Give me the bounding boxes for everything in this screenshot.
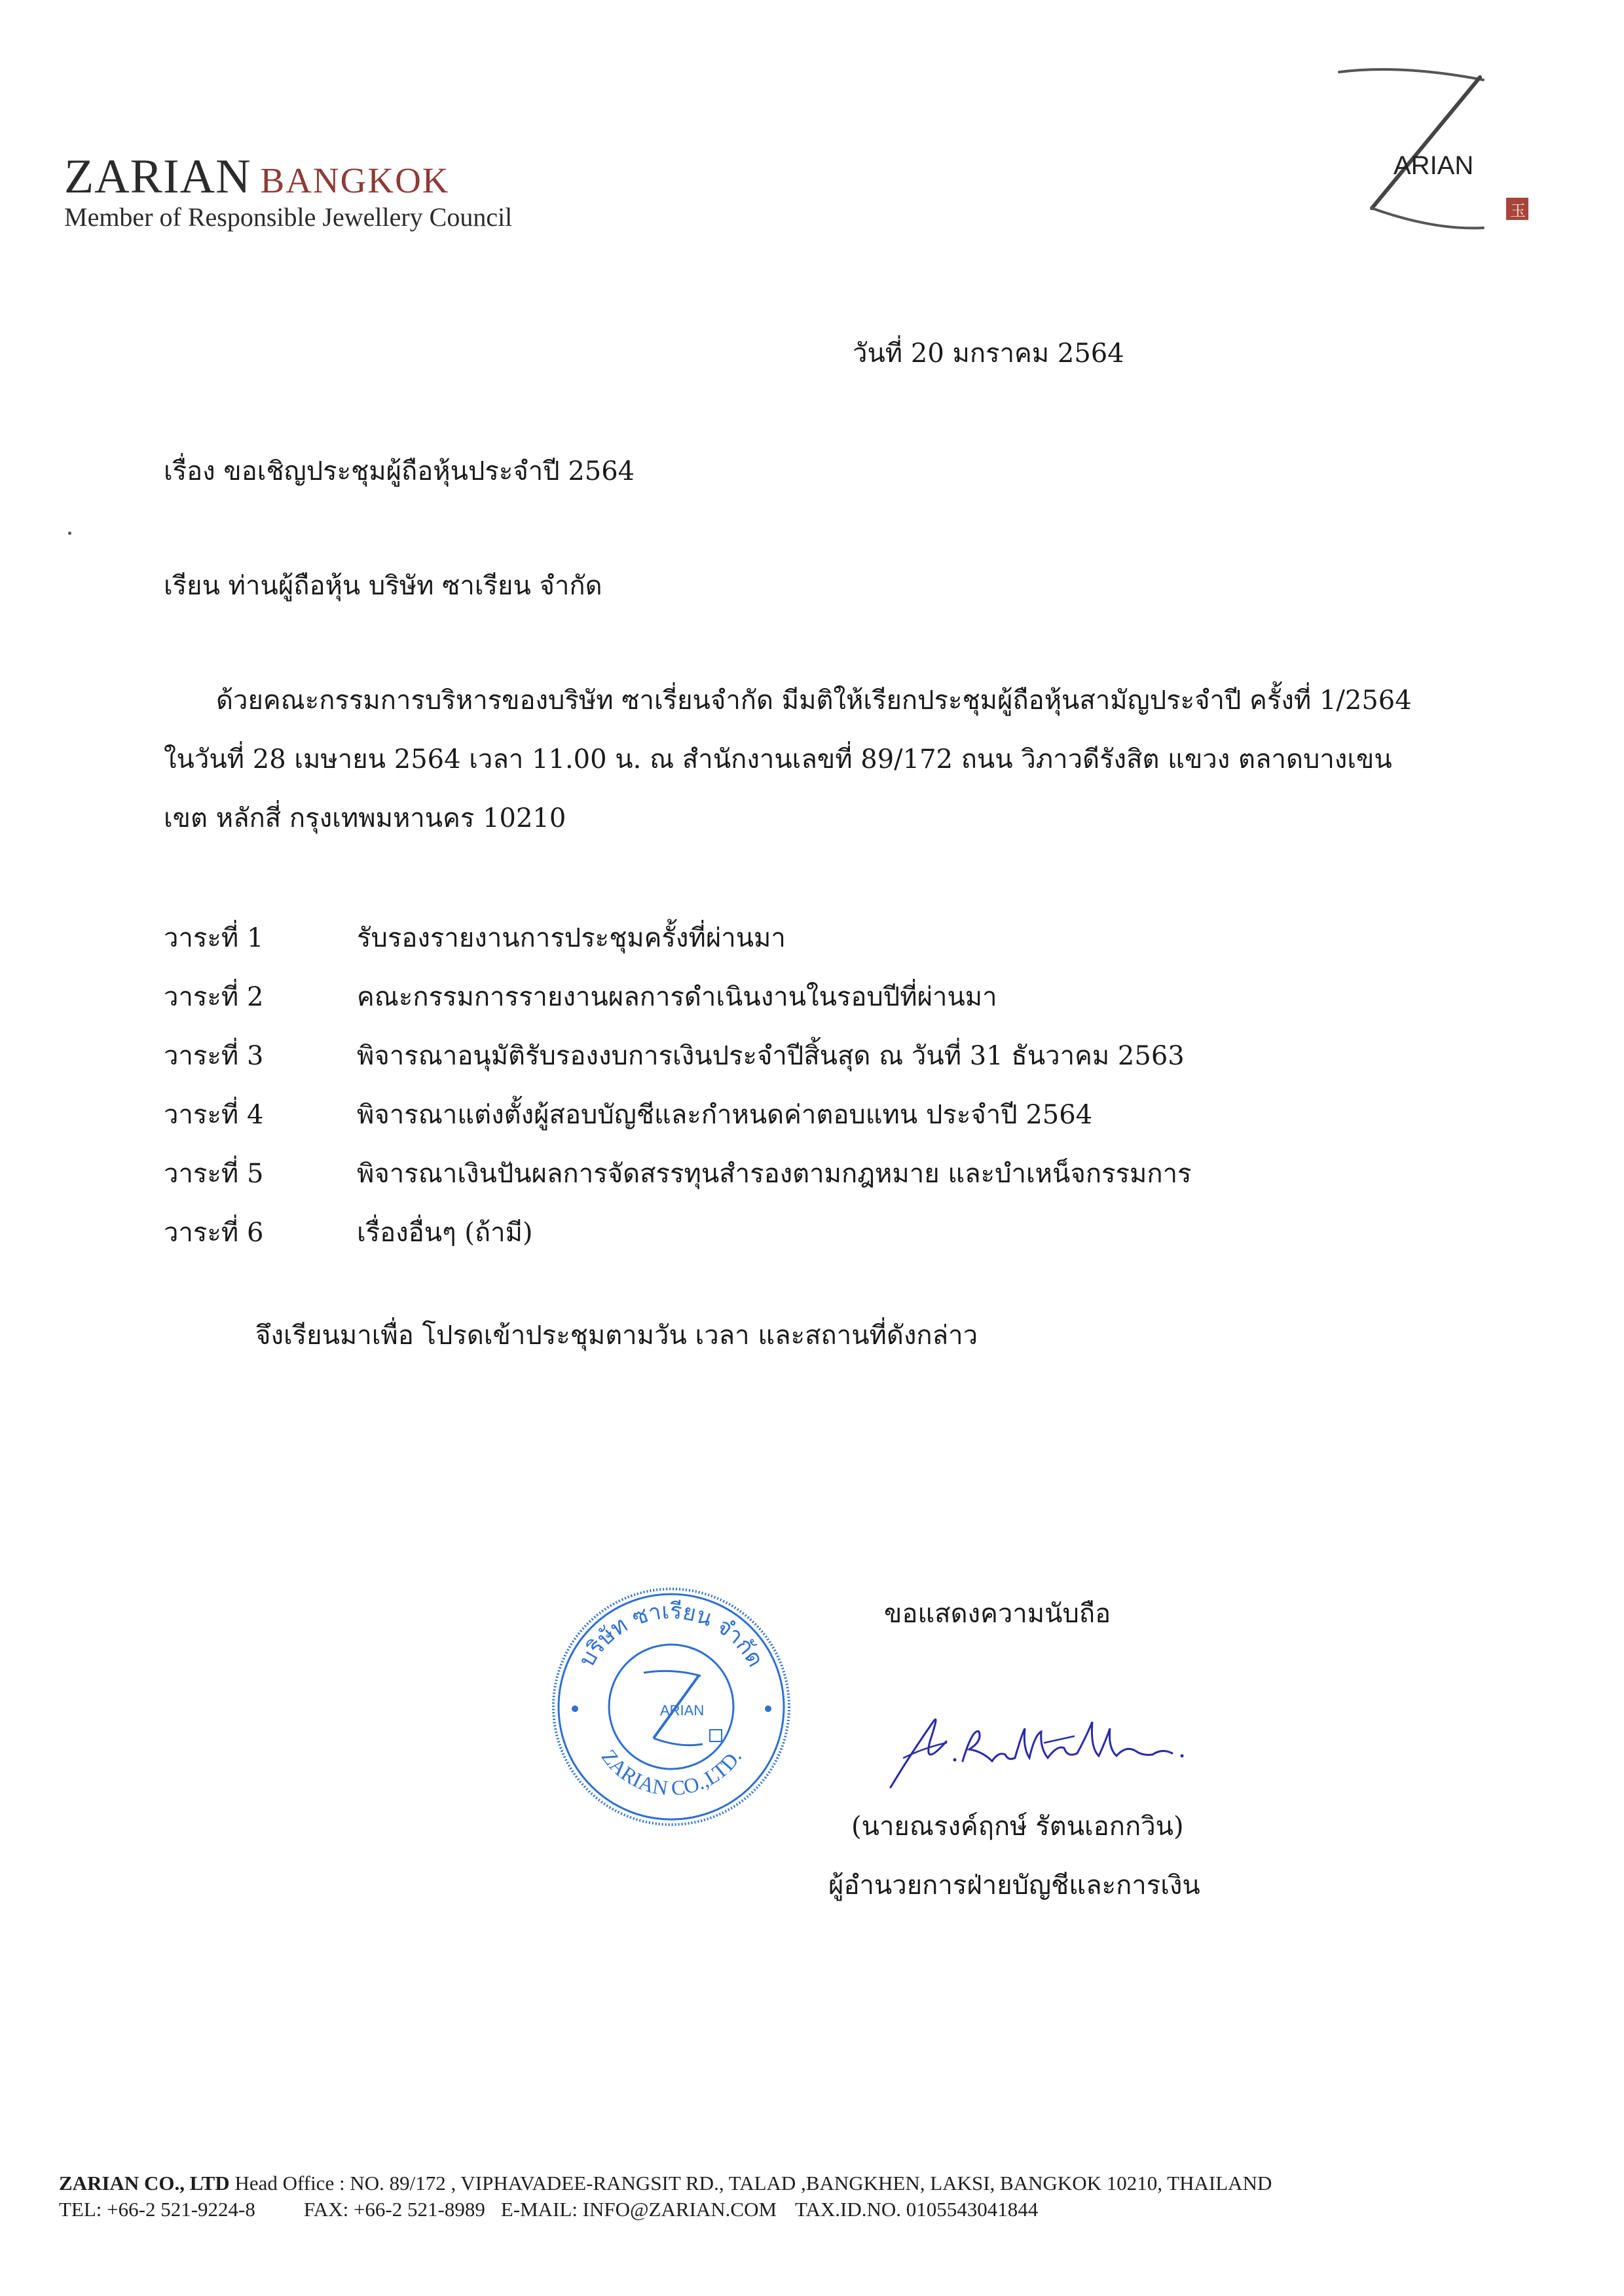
stray-dot [68,532,71,535]
handwritten-signature [884,1696,1211,1794]
footer-contact-line [59,2198,1038,2221]
signer-name: (นายณรงค์ฤกษ์ รัตนเอกกวิน) [851,1812,1184,1842]
signer-title: ผู้อำนวยการฝ่ายบัญชีและการเงิน [828,1870,1200,1901]
agenda-text: พิจารณาเงินปันผลการจัดสรรทุนสำรองตามกฎหมาย และบำเหน็จกรรมการ [357,1159,1192,1189]
agenda-label: วาระที่ 2 [164,982,264,1012]
zarian-logo [1323,59,1545,249]
body-line: ในวันที่ 28 เมษายน 2564 เวลา 11.00 น. ณ สำนักงานเลขที่ 89/172 ถนน วิภาวดีรังสิต แขวง ตลาดบางเขน [164,744,1392,774]
agenda-text: พิจารณาอนุมัติรับรองงบการเงินประจำปีสิ้นสุด ณ วันที่ 31 ธันวาคม 2563 [357,1041,1185,1071]
brand-name: ZARIAN [64,150,251,204]
agenda-text: รับรองรายงานการประชุมครั้งที่ผ่านมา [357,923,786,953]
footer-address: Head Office : NO. 89/172 , VIPHAVADEE-RANGSIT RD., TALAD ,BANGKHEN, LAKSI, BANGKOK 10210, THAILAND [229,2172,1272,2195]
agenda-label: วาระที่ 3 [164,1041,264,1071]
body-line: เขต หลักสี่ กรุงเทพมหานคร 10210 [164,803,566,833]
agenda-label: วาระที่ 5 [164,1159,264,1189]
agenda-text: พิจารณาแต่งตั้งผู้สอบบัญชีและกำหนดค่าตอบแทน ประจำปี 2564 [357,1100,1093,1130]
stamp-english-text: ZARIAN CO.,LTD. [597,1745,747,1800]
agenda-label: วาระที่ 1 [164,923,264,953]
stamp-thai-text: บริษัท ซาเรียน จำกัด [574,1597,769,1671]
footer-tax-id: TAX.ID.NO. 0105543041844 [795,2198,1039,2221]
closing-line: จึงเรียนมาเพื่อ โปรดเข้าประชุมตามวัน เวลา และสถานที่ดังกล่าว [255,1321,978,1351]
agenda-text: เรื่องอื่นๆ (ถ้ามี) [357,1218,533,1248]
stamp-logo-text: ARIAN [660,1702,705,1719]
body-line: ด้วยคณะกรรมการบริหารของบริษัท ซาเรี่ยนจำกัด มีมติให้เรียกประชุมผู้ถือหุ้นสามัญประจำปี ครั้งที่ 1/2564 [216,685,1412,716]
footer-address-line [59,2172,1272,2195]
logo-text: ARIAN [1393,151,1474,180]
footer-fax: FAX: +66-2 521-8989 [303,2198,485,2221]
letter-date: วันที่ 20 มกราคม 2564 [853,338,1124,369]
letterhead-brand [64,149,450,205]
agenda-label: วาระที่ 6 [164,1218,264,1248]
brand-city: BANGKOK [260,160,450,200]
letter-subject: เรื่อง ขอเชิญประชุมผู้ถือหุ้นประจำปี 2564 [164,456,635,486]
agenda-label: วาระที่ 4 [164,1100,264,1130]
agenda-text: คณะกรรมการรายงานผลการดำเนินงานในรอบปีที่ผ่านมา [357,982,997,1012]
footer-company: ZARIAN CO., LTD [59,2172,230,2195]
letter-recipient: เรียน ท่านผู้ถือหุ้น บริษัท ซาเรียน จำกัด [164,571,602,601]
footer-email: E-MAIL: INFO@ZARIAN.COM [500,2198,777,2221]
footer-tel: TEL: +66-2 521-9224-8 [59,2198,255,2221]
sign-off: ขอแสดงความนับถือ [884,1599,1111,1629]
brand-tagline: Member of Responsible Jewellery Council [64,202,513,232]
logo-seal-char: 玉 [1510,202,1526,220]
company-stamp [549,1584,794,1830]
